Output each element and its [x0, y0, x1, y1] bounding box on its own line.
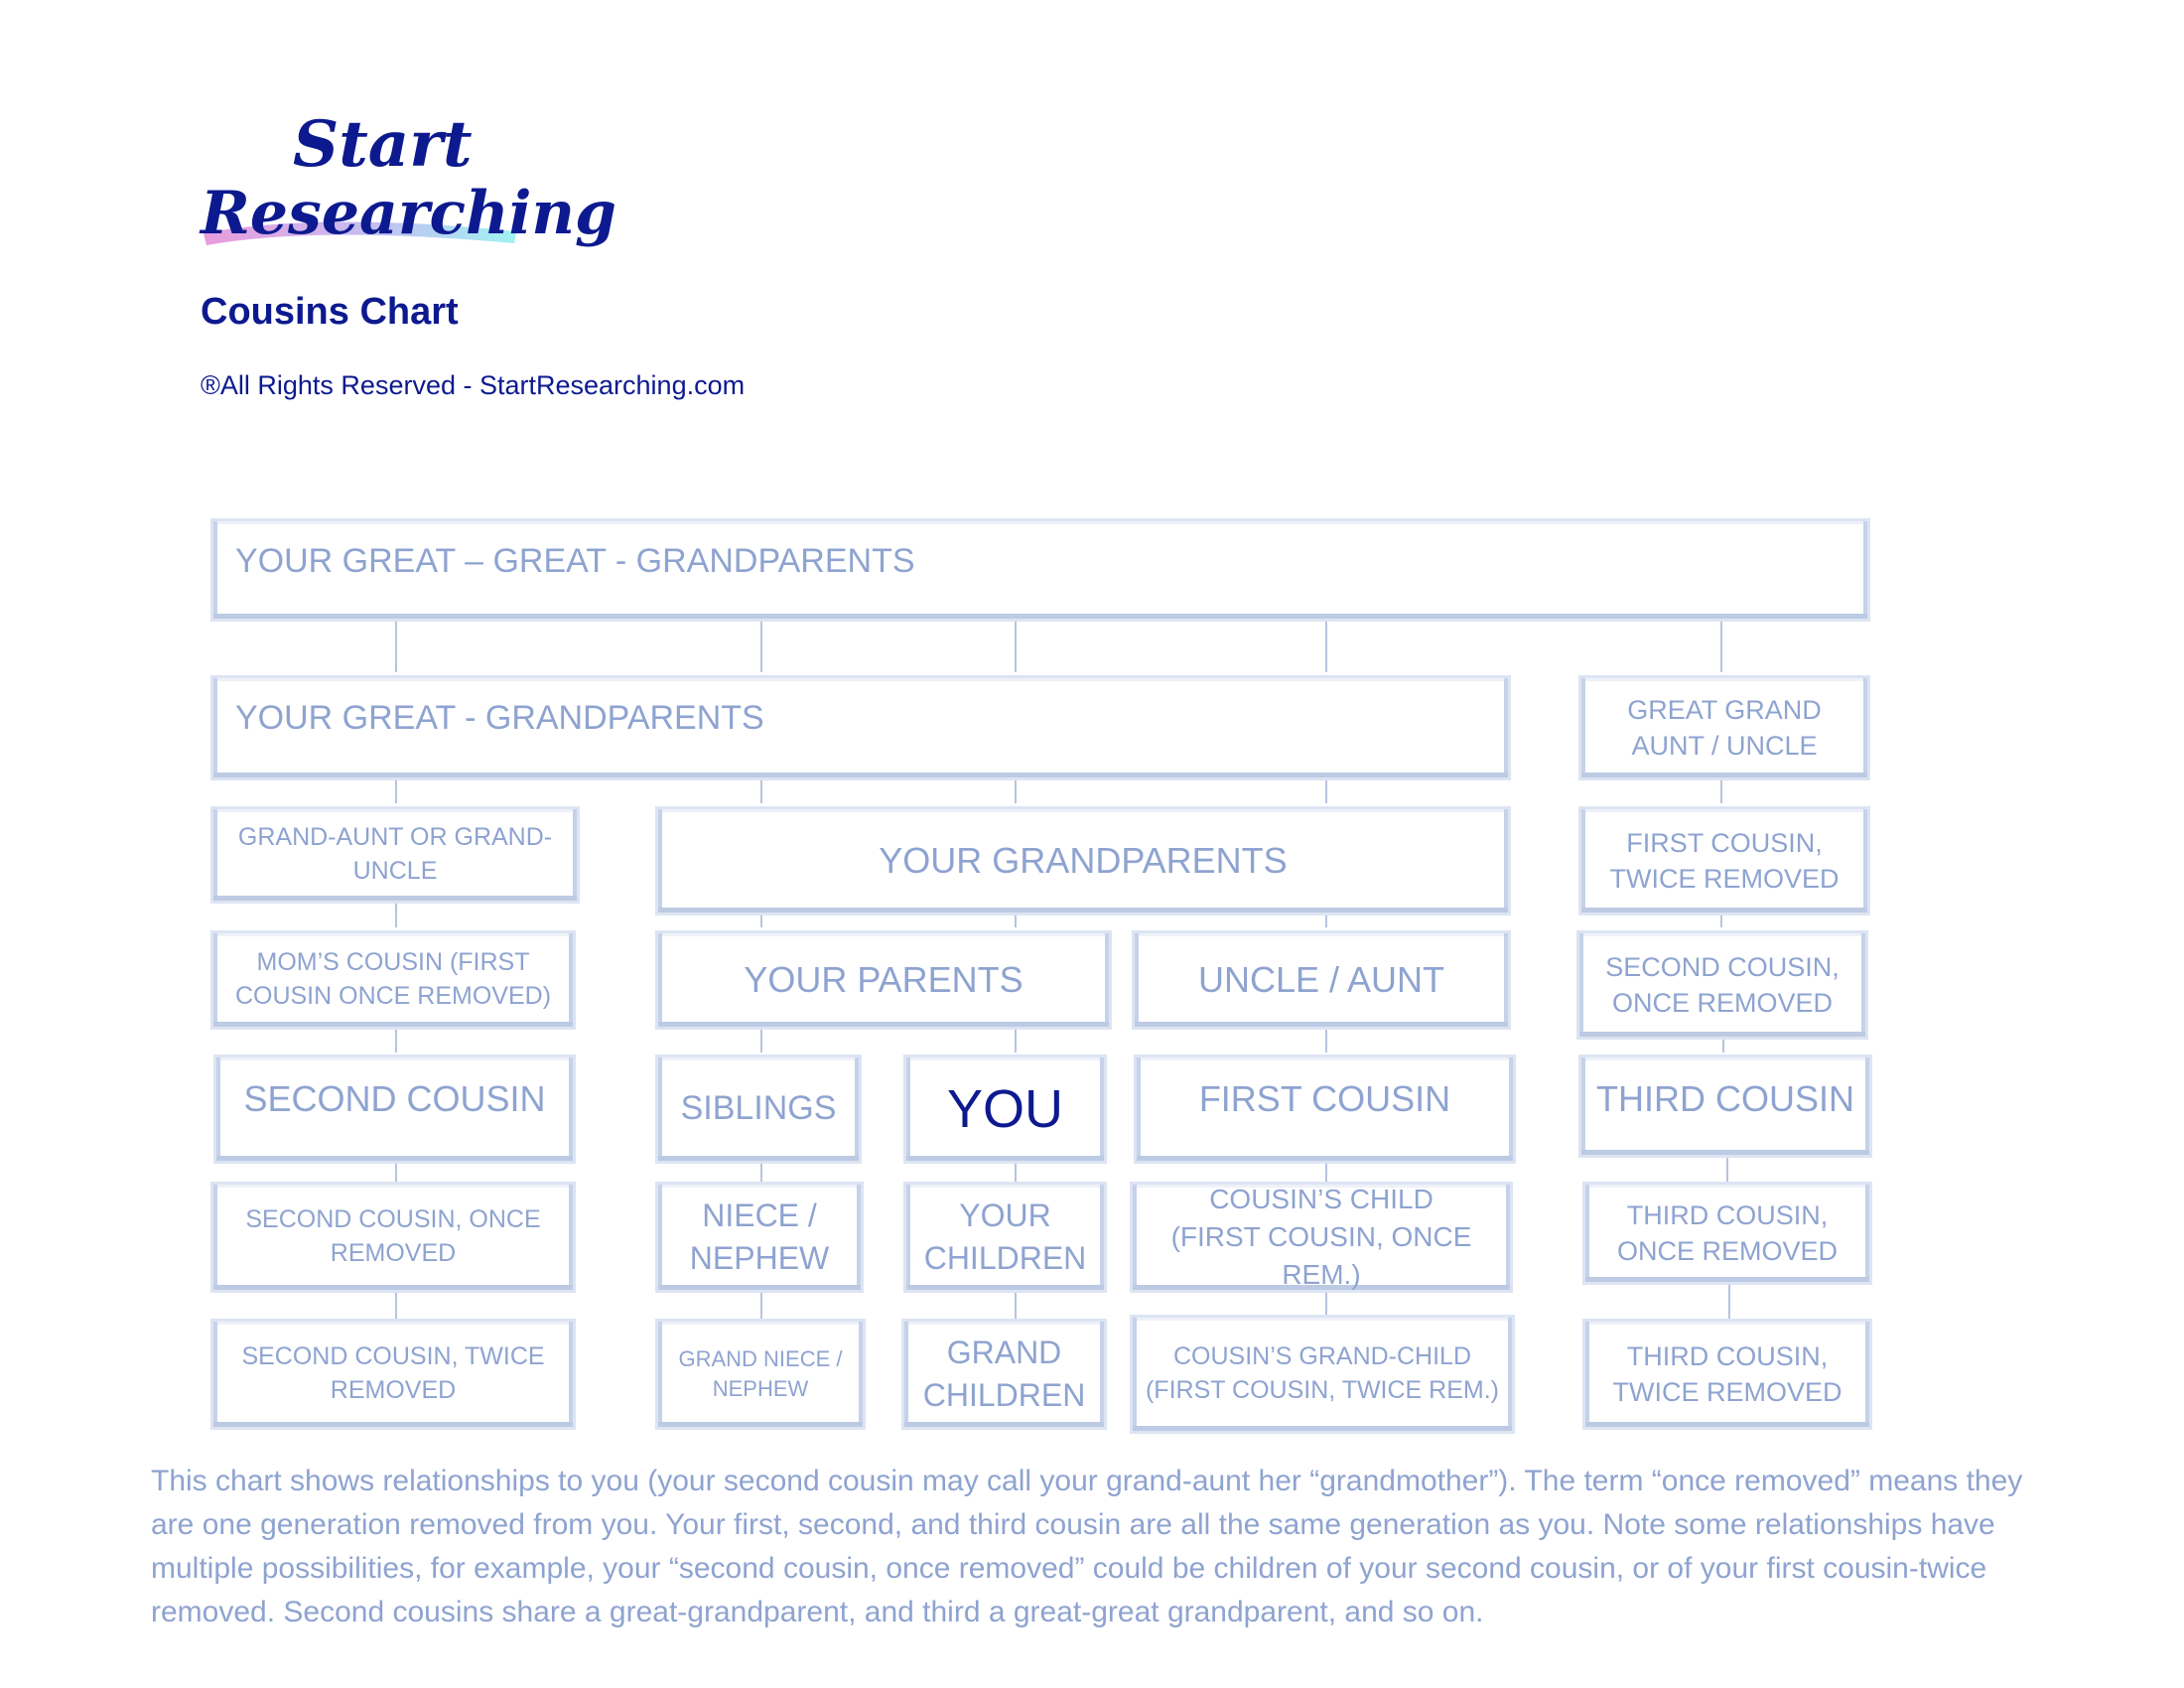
- box-grand-children: [901, 1319, 1107, 1430]
- box-label: YOUR GRANDPARENTS: [879, 839, 1288, 881]
- connector: [395, 777, 397, 803]
- box-third-cousin-once-removed: [1582, 1182, 1872, 1285]
- box-third-cousin-twice-removed: [1582, 1319, 1872, 1430]
- box-label: SECOND COUSIN, ONCE REMOVED: [1605, 951, 1840, 1018]
- box-uncle-aunt: [1132, 930, 1511, 1030]
- logo-line2: Researching: [201, 179, 617, 248]
- box-second-cousin-once-removed: [210, 1182, 576, 1293]
- box-label: GRAND-AUNT OR GRAND-UNCLE: [237, 823, 553, 885]
- connector: [1015, 777, 1017, 803]
- connector: [395, 902, 397, 927]
- box-third-cousin: [1578, 1055, 1872, 1158]
- box-label: FIRST COUSIN: [1198, 1078, 1451, 1119]
- connector: [395, 1291, 397, 1321]
- chart-caption: This chart shows relationships to you (your second cousin may call your grand-aunt her “grandmother”). The term “once removed” means they are one generation removed from you. Your first, second, and third cousin are all the same generation as you. Note some relationships have multiple possibilities, for example, your “second cousin, once removed” could be children of your second cousin, or of your first cousin-twice removed. Second cousins share a great-grandparent, and third a great-great grandparent, and so on.: [151, 1465, 2023, 1628]
- start-researching-logo: [199, 94, 617, 263]
- logo-line1: Start: [293, 107, 473, 182]
- box-label: THIRD COUSIN: [1596, 1078, 1854, 1119]
- box-label: YOUR PARENTS: [744, 958, 1024, 1000]
- connector: [1720, 777, 1722, 803]
- box-label: COUSIN’S CHILD (FIRST COUSIN, ONCE REM.): [1170, 1184, 1472, 1290]
- box-label: GREAT GRAND AUNT / UNCLE: [1627, 694, 1822, 761]
- box-great-great-grandparents: [210, 518, 1870, 622]
- connector: [1726, 1156, 1728, 1183]
- connector: [395, 1027, 397, 1053]
- box-label: FIRST COUSIN, TWICE REMOVED: [1609, 827, 1840, 894]
- box-parents: [655, 930, 1112, 1030]
- box-first-cousin-twice-removed-top: [1578, 806, 1870, 915]
- box-label: SECOND COUSIN: [243, 1078, 546, 1119]
- box-label: NIECE / NEPHEW: [689, 1196, 830, 1276]
- connector: [760, 1291, 762, 1321]
- box-second-cousin-once-removed-top: [1576, 930, 1868, 1040]
- box-grand-aunt-uncle: [210, 806, 580, 904]
- connector: [1728, 1283, 1730, 1321]
- box-label: YOUR GREAT - GRANDPARENTS: [235, 699, 764, 737]
- box-label: YOUR GREAT – GREAT - GRANDPARENTS: [235, 542, 915, 580]
- connector: [1325, 777, 1327, 803]
- box-grandparents: [655, 806, 1511, 915]
- box-label: COUSIN’S GRAND-CHILD (FIRST COUSIN, TWICE REM.): [1145, 1342, 1500, 1404]
- box-moms-cousin: [210, 930, 576, 1030]
- box-label: GRAND NIECE / NEPHEW: [678, 1346, 843, 1401]
- box-you: [903, 1055, 1107, 1164]
- connector: [395, 618, 397, 672]
- box-label: THIRD COUSIN, TWICE REMOVED: [1612, 1340, 1843, 1407]
- box-label: SECOND COUSIN, TWICE REMOVED: [241, 1342, 545, 1404]
- box-label: SECOND COUSIN, ONCE REMOVED: [245, 1205, 541, 1267]
- connector: [760, 1027, 762, 1053]
- box-label: SIBLINGS: [680, 1089, 837, 1128]
- connector: [760, 777, 762, 803]
- connector: [760, 618, 762, 672]
- rights-notice: ®All Rights Reserved - StartResearching.com: [201, 370, 746, 400]
- box-label: MOM’S COUSIN (FIRST COUSIN ONCE REMOVED): [234, 948, 552, 1010]
- connector: [1015, 1027, 1017, 1053]
- connector: [1015, 1291, 1017, 1321]
- box-label: YOUR CHILDREN: [923, 1196, 1087, 1276]
- box-great-grandparents: [210, 675, 1511, 780]
- connector: [1325, 618, 1327, 672]
- box-label: GRAND CHILDREN: [922, 1334, 1086, 1413]
- box-great-grand-aunt-uncle: [1578, 675, 1870, 780]
- box-second-cousin-twice-removed: [210, 1319, 576, 1430]
- connector: [1015, 618, 1017, 672]
- box-label: YOU: [946, 1078, 1064, 1139]
- box-cousins-grand-child: [1130, 1315, 1515, 1434]
- box-second-cousin: [213, 1055, 576, 1164]
- page-title: Cousins Chart: [201, 291, 459, 333]
- connector: [1720, 618, 1722, 672]
- box-your-children: [903, 1182, 1107, 1293]
- box-label: THIRD COUSIN, ONCE REMOVED: [1616, 1199, 1839, 1266]
- box-niece-nephew: [655, 1182, 864, 1293]
- box-first-cousin: [1134, 1055, 1516, 1164]
- box-siblings: [655, 1055, 862, 1164]
- connector: [1325, 1027, 1327, 1053]
- box-grand-niece-nephew: [655, 1319, 866, 1430]
- box-label: UNCLE / AUNT: [1197, 958, 1445, 1000]
- box-cousins-child: [1130, 1182, 1513, 1293]
